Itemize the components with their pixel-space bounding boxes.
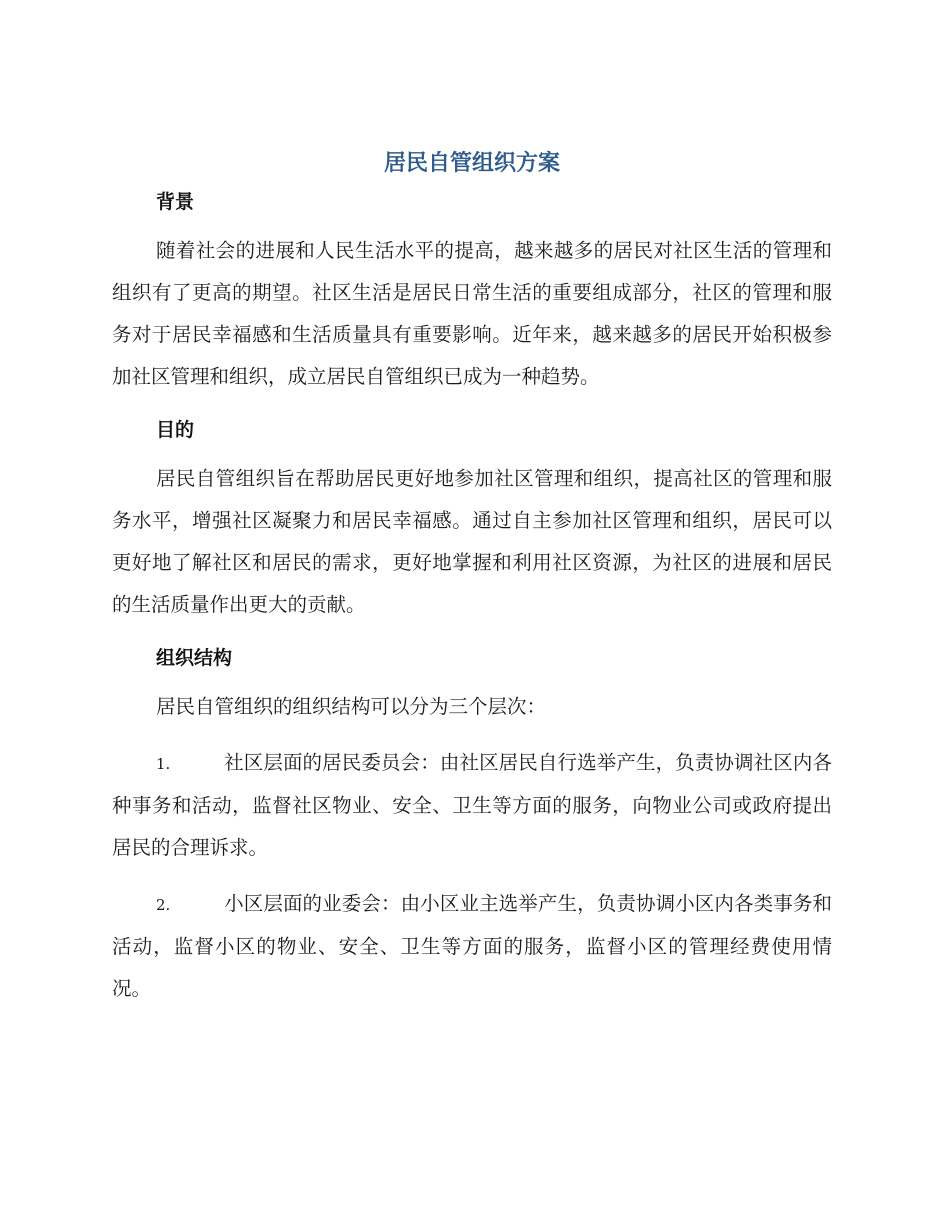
structure-intro-paragraph: 居民自管组织的组织结构可以分为三个层次： bbox=[156, 695, 547, 718]
section-heading-background: 背景 bbox=[156, 191, 195, 213]
section-heading-structure: 组织结构 bbox=[156, 647, 233, 669]
list-item bbox=[112, 883, 832, 1010]
list-item-text: 社区层面的居民委员会：由社区居民自行选举产生，负责协调社区内各种事务和活动，监督社区物业、安全、卫生等方面的服务，向物业公司或政府提出居民的合理诉求。 bbox=[112, 751, 832, 859]
document-title: 居民自管组织方案 bbox=[383, 151, 560, 176]
list-item bbox=[112, 742, 832, 869]
background-paragraph: 随着社会的进展和人民生活水平的提高，越来越多的居民对社区生活的管理和组织有了更高的期望。社区生活是居民日常生活的重要组成部分，社区的管理和服务对于居民幸福感和生活质量具有重要影响。近年来，越来越多的居民开始积极参加社区管理和组织，成立居民自管组织已成为一种趋势。 bbox=[112, 239, 832, 388]
section-heading-purpose: 目的 bbox=[156, 419, 195, 441]
list-item-number: 2. bbox=[156, 896, 171, 914]
list-item-text: 小区层面的业委会：由小区业主选举产生，负责协调小区内各类事务和活动，监督小区的物业、安全、卫生等方面的服务，监督小区的管理经费使用情况。 bbox=[112, 892, 832, 1000]
purpose-paragraph: 居民自管组织旨在帮助居民更好地参加社区管理和组织，提高社区的管理和服务水平，增强社区凝聚力和居民幸福感。通过自主参加社区管理和组织，居民可以更好地了解社区和居民的需求，更好地掌握和利用社区资源，为社区的进展和居民的生活质量作出更大的贡献。 bbox=[112, 467, 832, 616]
list-item-number: 1. bbox=[156, 755, 171, 773]
document-body bbox=[112, 146, 832, 1024]
